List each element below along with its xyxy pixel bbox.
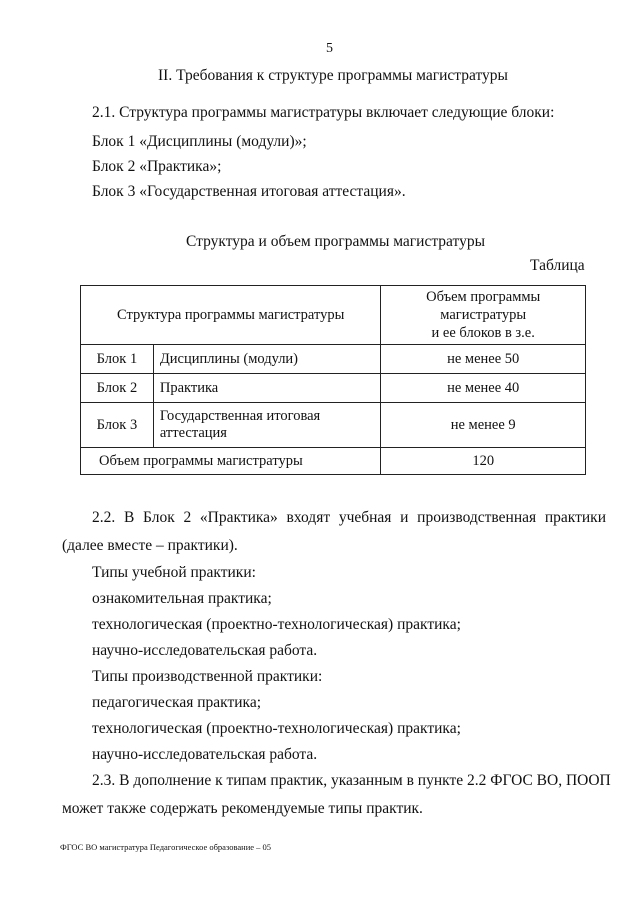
row-block-name: Практика <box>153 374 381 403</box>
total-value: 120 <box>381 448 586 475</box>
header-volume-line-3: и ее блоков в з.е. <box>431 325 535 341</box>
table-total-row <box>81 448 586 475</box>
row-block-name-line-2: аттестация <box>159 425 227 441</box>
prod-practice-title: Типы производственной практики: <box>92 668 323 685</box>
row-block-volume: не менее 50 <box>381 345 586 374</box>
block-3-item: Блок 3 «Государственная итоговая аттестация». <box>92 183 406 200</box>
row-block-name-line-1: Государственная итоговая <box>159 408 321 424</box>
table-row <box>81 403 586 448</box>
block-1-item: Блок 1 «Дисциплины (модули)»; <box>92 133 307 150</box>
row-block-volume: не менее 9 <box>381 403 586 448</box>
paragraph-2-1: 2.1. Структура программы магистратуры включает следующие блоки: <box>92 104 555 121</box>
edu-practice-item: научно-исследовательская работа. <box>92 642 318 659</box>
table-caption: Структура и объем программы магистратуры <box>186 233 486 250</box>
header-volume-line-2: магистратуры <box>440 307 527 323</box>
page-footer: ФГОС ВО магистратура Педагогическое образование – 05 <box>60 842 272 852</box>
table-row <box>81 374 586 403</box>
paragraph-2-2-line-1: 2.2. В Блок 2 «Практика» входят учебная и производственная практики <box>92 509 606 526</box>
paragraph-2-3-line-2: может также содержать рекомендуемые типы практик. <box>62 800 423 817</box>
row-block-name <box>153 403 381 448</box>
paragraph-2-2-line-2: (далее вместе – практики). <box>62 537 238 554</box>
row-block-label: Блок 3 <box>81 403 154 448</box>
row-block-name: Дисциплины (модули) <box>153 345 381 374</box>
header-volume <box>381 286 586 345</box>
paragraph-2-3-line-1: 2.3. В дополнение к типам практик, указанным в пункте 2.2 ФГОС ВО, ПООП <box>92 772 611 789</box>
edu-practice-title: Типы учебной практики: <box>92 564 256 581</box>
page-number: 5 <box>326 41 333 56</box>
header-volume-line-1: Объем программы <box>426 289 541 305</box>
row-block-volume: не менее 40 <box>381 374 586 403</box>
block-2-item: Блок 2 «Практика»; <box>92 158 222 175</box>
table-header-row <box>81 286 586 345</box>
header-structure: Структура программы магистратуры <box>81 286 381 345</box>
prod-practice-item: научно-исследовательская работа. <box>92 746 318 763</box>
prod-practice-item: педагогическая практика; <box>92 694 262 711</box>
row-block-label: Блок 2 <box>81 374 154 403</box>
structure-table <box>80 285 586 475</box>
prod-practice-item: технологическая (проектно-технологическая) практика; <box>92 720 461 737</box>
edu-practice-item: технологическая (проектно-технологическая) практика; <box>92 616 461 633</box>
section-title: II. Требования к структуре программы магистратуры <box>158 67 508 84</box>
row-block-label: Блок 1 <box>81 345 154 374</box>
total-label: Объем программы магистратуры <box>81 448 381 475</box>
table-label: Таблица <box>530 257 585 274</box>
edu-practice-item: ознакомительная практика; <box>92 590 272 607</box>
table-row <box>81 345 586 374</box>
